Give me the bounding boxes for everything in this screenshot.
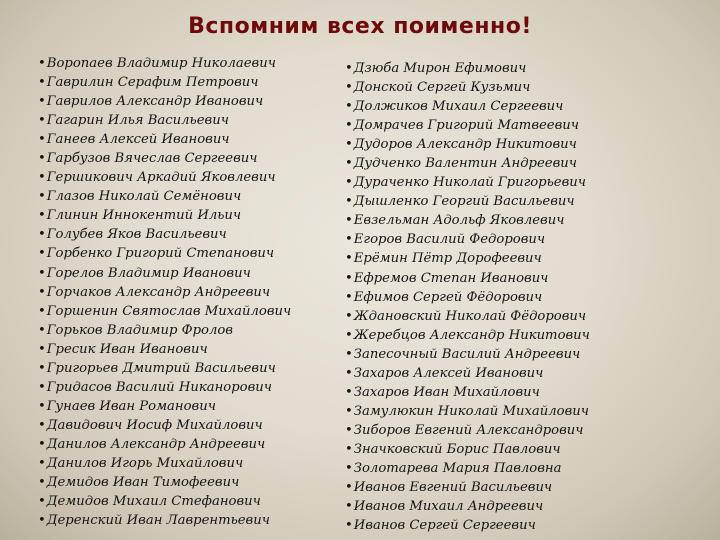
name-list-item: • Запесочный Василий Андреевич — [345, 345, 715, 364]
name-list-item: • Евзельман Адольф Яковлевич — [345, 211, 715, 230]
name-list-item: • Гридасов Василий Никанорович — [38, 378, 338, 397]
name-list-item: • Донской Сергей Кузьмич — [345, 78, 715, 97]
name-list-item: • Егоров Василий Федорович — [345, 230, 715, 249]
name-list-item: • Голубев Яков Васильевич — [38, 225, 338, 244]
name-list-item: • Должиков Михаил Сергеевич — [345, 97, 715, 116]
name-list-item: • Гагарин Илья Васильевич — [38, 111, 338, 130]
name-list-item: • Давидович Иосиф Михайлович — [38, 416, 338, 435]
name-list-item: • Глинин Иннокентий Ильич — [38, 206, 338, 225]
name-list-item: • Значковский Борис Павлович — [345, 440, 715, 459]
name-list-item: • Захаров Иван Михайлович — [345, 383, 715, 402]
name-list-item: • Иванов Михаил Андреевич — [345, 497, 715, 516]
name-list-item: • Гершикович Аркадий Яковлевич — [38, 168, 338, 187]
name-list-item: • Гаврилов Александр Иванович — [38, 92, 338, 111]
name-list-item: • Жеребцов Александр Никитович — [345, 326, 715, 345]
name-list-item: • Ерёмин Пётр Дорофеевич — [345, 249, 715, 268]
name-list-item: • Горелов Владимир Иванович — [38, 264, 338, 283]
name-list-item: • Дудченко Валентин Андреевич — [345, 154, 715, 173]
name-list-item: • Глазов Николай Семёнович — [38, 187, 338, 206]
name-list-item: • Григорьев Дмитрий Васильевич — [38, 359, 338, 378]
name-list-item: • Демидов Иван Тимофеевич — [38, 473, 338, 492]
name-list-item: • Золотарева Мария Павловна — [345, 459, 715, 478]
name-list-item: • Воропаев Владимир Николаевич — [38, 54, 338, 73]
name-list-item: • Замулюкин Николай Михайлович — [345, 402, 715, 421]
name-list-item: • Гресик Иван Иванович — [38, 340, 338, 359]
name-list-item: • Данилов Александр Андреевич — [38, 435, 338, 454]
name-list-item: • Ганеев Алексей Иванович — [38, 130, 338, 149]
page-title: Вспомним всех поименно! — [188, 14, 532, 39]
name-list-item: • Ефимов Сергей Фёдорович — [345, 288, 715, 307]
name-list-item: • Дураченко Николай Григорьевич — [345, 173, 715, 192]
name-list-item: • Иванов Сергей Сергеевич — [345, 516, 715, 535]
name-list-item: • Данилов Игорь Михайлович — [38, 454, 338, 473]
name-list-item: • Дзюба Мирон Ефимович — [345, 59, 715, 78]
name-list-item: • Гарбузов Вячеслав Сергеевич — [38, 149, 338, 168]
name-list-item: • Иванов Евгений Васильевич — [345, 478, 715, 497]
name-list-item: • Деренский Иван Лаврентьевич — [38, 511, 338, 530]
names-list-right — [345, 59, 715, 535]
names-list-left — [38, 54, 338, 530]
name-list-item: • Ждановский Николай Фёдорович — [345, 307, 715, 326]
name-list-item: • Горшенин Святослав Михайлович — [38, 302, 338, 321]
name-list-item: • Гаврилин Серафим Петрович — [38, 73, 338, 92]
name-list-item: • Зиборов Евгений Александрович — [345, 421, 715, 440]
name-list-item: • Горчаков Александр Андреевич — [38, 283, 338, 302]
name-list-item: • Дудоров Александр Никитович — [345, 135, 715, 154]
name-list-item: • Горбенко Григорий Степанович — [38, 244, 338, 263]
name-list-item: • Захаров Алексей Иванович — [345, 364, 715, 383]
name-list-item: • Домрачев Григорий Матвеевич — [345, 116, 715, 135]
name-list-item: • Горьков Владимир Фролов — [38, 321, 338, 340]
name-list-item: • Гунаев Иван Романович — [38, 397, 338, 416]
name-list-item: • Ефремов Степан Иванович — [345, 269, 715, 288]
name-list-item: • Дышленко Георгий Васильевич — [345, 192, 715, 211]
name-list-item: • Демидов Михаил Стефанович — [38, 492, 338, 511]
